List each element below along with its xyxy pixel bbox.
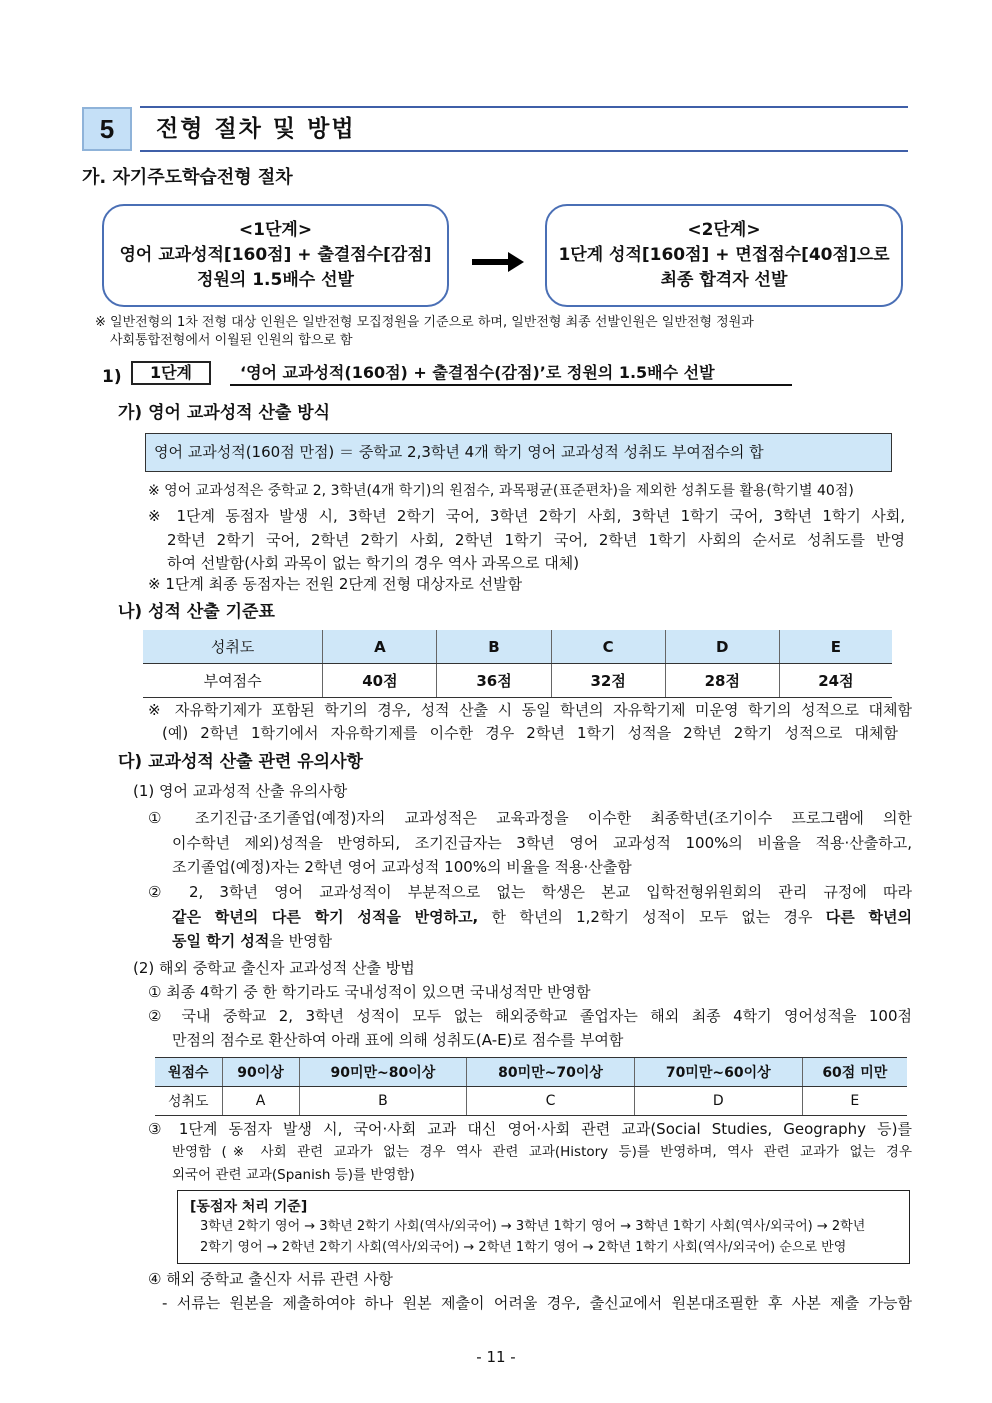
text: 한 학년의 1,2학기 성적이 모두 없는 경우 <box>478 908 826 926</box>
stage1-title: <1단계> <box>238 220 313 240</box>
table-cell: B <box>299 1087 467 1116</box>
table-cell: E <box>802 1087 907 1116</box>
item-line: ② 2, 3학년 영어 교과성적이 부분적으로 없는 학생은 본교 입학전형위원회의 관리 규정에 따라 <box>148 883 912 901</box>
item-line: ④ 해외 중학교 출신자 서류 관련 사항 <box>148 1270 393 1288</box>
table-row <box>155 1087 907 1116</box>
stage2-title: <2단계> <box>687 220 761 240</box>
table-cell: 원점수 <box>155 1058 222 1087</box>
stage1-box <box>102 204 449 307</box>
note-line: 사회통합전형에서 이월된 인원의 합으로 함 <box>110 333 353 348</box>
item-line: ② 국내 중학교 2, 3학년 성적이 모두 없는 해외중학교 졸업자는 해외 최종 4학기 영어성적을 100점 <box>148 1007 912 1025</box>
stage2-line1: 1단계 성적[160점] + 면접점수[40점]으로 <box>558 245 890 265</box>
item-line <box>172 907 912 927</box>
section-number: 5 <box>82 107 132 151</box>
bold-text: 다른 학년의 <box>825 908 912 926</box>
step-number: 1) <box>102 367 122 387</box>
table-cell: 90이상 <box>222 1058 299 1087</box>
heading-na: 나) 성적 산출 기준표 <box>118 602 275 622</box>
item-line <box>172 931 332 951</box>
table-cell: 32점 <box>551 664 665 698</box>
item-line: ① 조기진급·조기졸업(예정)자의 교과성적은 교육과정을 이수한 최종학년(조기이수 프로그램에 의한 <box>148 809 912 827</box>
page-number: - 11 - <box>476 1348 516 1366</box>
item-line: ① 최종 4학기 중 한 학기라도 국내성적이 있으면 국내성적만 반영함 <box>148 983 591 1001</box>
item-line: 조기졸업(예정)자는 2학년 영어 교과성적 100%의 비율을 적용·산출함 <box>172 858 632 876</box>
table-cell: D <box>634 1087 802 1116</box>
table-cell: E <box>779 630 892 664</box>
note-line: ※ 1단계 동점자 발생 시, 3학년 2학기 국어, 3학년 2학기 사회, 3학년 1학기 국어, 3학년 1학기 사회, <box>148 507 905 525</box>
table-cell: B <box>437 630 551 664</box>
score-table <box>143 630 892 698</box>
conversion-table <box>155 1057 907 1116</box>
note-line: ※ 1단계 최종 동점자는 전원 2단계 전형 대상자로 선발함 <box>148 575 523 593</box>
formula-box: 영어 교과성적(160점 만점) ＝ 중학교 2,3학년 4개 학기 영어 교과성적 성취도 부여점수의 합 <box>145 433 892 472</box>
item-line: 이수학년 제외)성적을 반영하되, 조기진급자는 3학년 영어 교과성적 100%의 비율을 적용·산출하고, <box>172 834 912 852</box>
table-header-row <box>143 630 892 664</box>
item-line: ③ 1단계 동점자 발생 시, 국어·사회 교과 대신 영어·사회 관련 교과(Social Studies, Geography 등)를 <box>148 1120 912 1138</box>
table-cell: D <box>665 630 779 664</box>
table-cell: A <box>222 1087 299 1116</box>
stage1-line1: 영어 교과성적[160점] + 출결점수[감점] <box>119 245 432 265</box>
bold-text: 같은 학년의 다른 학기 성적을 반영하고, <box>172 908 479 926</box>
table-cell: A <box>323 630 437 664</box>
stage1-line2: 정원의 1.5배수 선발 <box>197 270 354 290</box>
subsection-heading: 가. 자기주도학습전형 절차 <box>82 167 293 188</box>
tie-rule-line: 3학년 2학기 영어 → 3학년 2학기 사회(역사/외국어) → 3학년 1학기 영어 → 3학년 1학기 사회(역사/외국어) → 2학년 <box>200 1219 866 1234</box>
note-line: ※ 일반전형의 1차 전형 대상 인원은 일반전형 모집정원을 기준으로 하며, 일반전형 최종 선발인원은 일반전형 정원과 <box>95 315 754 330</box>
stage2-line2: 최종 합격자 선발 <box>660 270 788 290</box>
tie-rule-title: [동점자 처리 기준] <box>190 1199 308 1215</box>
table-header-row <box>155 1058 907 1087</box>
item-line: 외국어 관련 교과(Spanish 등)를 반영함) <box>172 1167 415 1183</box>
table-cell: 성취도 <box>155 1087 222 1116</box>
bold-text: 동일 학기 성적 <box>172 932 270 950</box>
table-cell: 60점 미만 <box>802 1058 907 1087</box>
right-arrow-icon <box>472 252 524 272</box>
item-line: 만점의 점수로 환산하여 아래 표에 의해 성취도(A-E)로 점수를 부여함 <box>172 1031 624 1049</box>
tie-rule-line: 2학기 영어 → 2학년 2학기 사회(역사/외국어) → 2학년 1학기 영어 → 2학년 1학기 사회(역사/외국어) 순으로 반영 <box>200 1240 847 1255</box>
table-cell: 28점 <box>665 664 779 698</box>
table-cell: 성취도 <box>143 630 323 664</box>
table-cell: 40점 <box>323 664 437 698</box>
note-line: 2학년 2학기 국어, 2학년 2학기 사회, 2학년 1학기 국어, 2학년 1학기 사회의 순서로 성취도를 반영 <box>167 531 905 549</box>
note-line: 하여 선발함(사회 과목이 없는 학기의 경우 역사 과목으로 대체) <box>167 554 580 572</box>
text: 을 반영함 <box>269 932 333 950</box>
note-line: ※ 영어 교과성적은 중학교 2, 3학년(4개 학기)의 원점수, 과목평균(표준편차)을 제외한 성취도를 활용(학기별 40점) <box>148 483 854 499</box>
stage2-box <box>545 204 903 307</box>
divider <box>140 106 908 108</box>
tie-rule-box <box>177 1190 910 1264</box>
table-cell: 24점 <box>779 664 892 698</box>
subheading: (2) 해외 중학교 출신자 교과성적 산출 방법 <box>133 959 415 977</box>
table-cell: 80미만~70이상 <box>467 1058 635 1087</box>
table-row <box>143 664 892 698</box>
step-badge: 1단계 <box>131 361 211 385</box>
heading-da: 다) 교과성적 산출 관련 유의사항 <box>118 752 363 772</box>
table-cell: 부여점수 <box>143 664 323 698</box>
section-title: 전형 절차 및 방법 <box>156 116 356 142</box>
heading-ga: 가) 영어 교과성적 산출 방식 <box>118 403 331 423</box>
divider <box>140 150 908 152</box>
table-cell: C <box>551 630 665 664</box>
table-cell: 90미만~80이상 <box>299 1058 467 1087</box>
subheading: (1) 영어 교과성적 산출 유의사항 <box>133 782 348 800</box>
item-line: - 서류는 원본을 제출하여야 하나 원본 제출이 어려울 경우, 출신교에서 원본대조필한 후 사본 제출 가능함 <box>162 1294 912 1312</box>
table-cell: 70미만~60이상 <box>634 1058 802 1087</box>
table-cell: 36점 <box>437 664 551 698</box>
note-line: ※ 자유학기제가 포함된 학기의 경우, 성적 산출 시 동일 학년의 자유학기제 미운영 학기의 성적으로 대체함 <box>148 701 912 719</box>
table-cell: C <box>467 1087 635 1116</box>
note-line: (예) 2학년 1학기에서 자유학기제를 이수한 경우 2학년 1학기 성적을 2학년 2학기 성적으로 대체함 <box>162 724 898 742</box>
step-title: ‘영어 교과성적(160점) + 출결점수(감점)’로 정원의 1.5배수 선발 <box>230 362 792 386</box>
item-line: 반영함 (※ 사회 관련 교과가 없는 경우 역사 관련 교과(History 등)를 반영하며, 역사 관련 교과가 없는 경우 <box>172 1144 912 1160</box>
